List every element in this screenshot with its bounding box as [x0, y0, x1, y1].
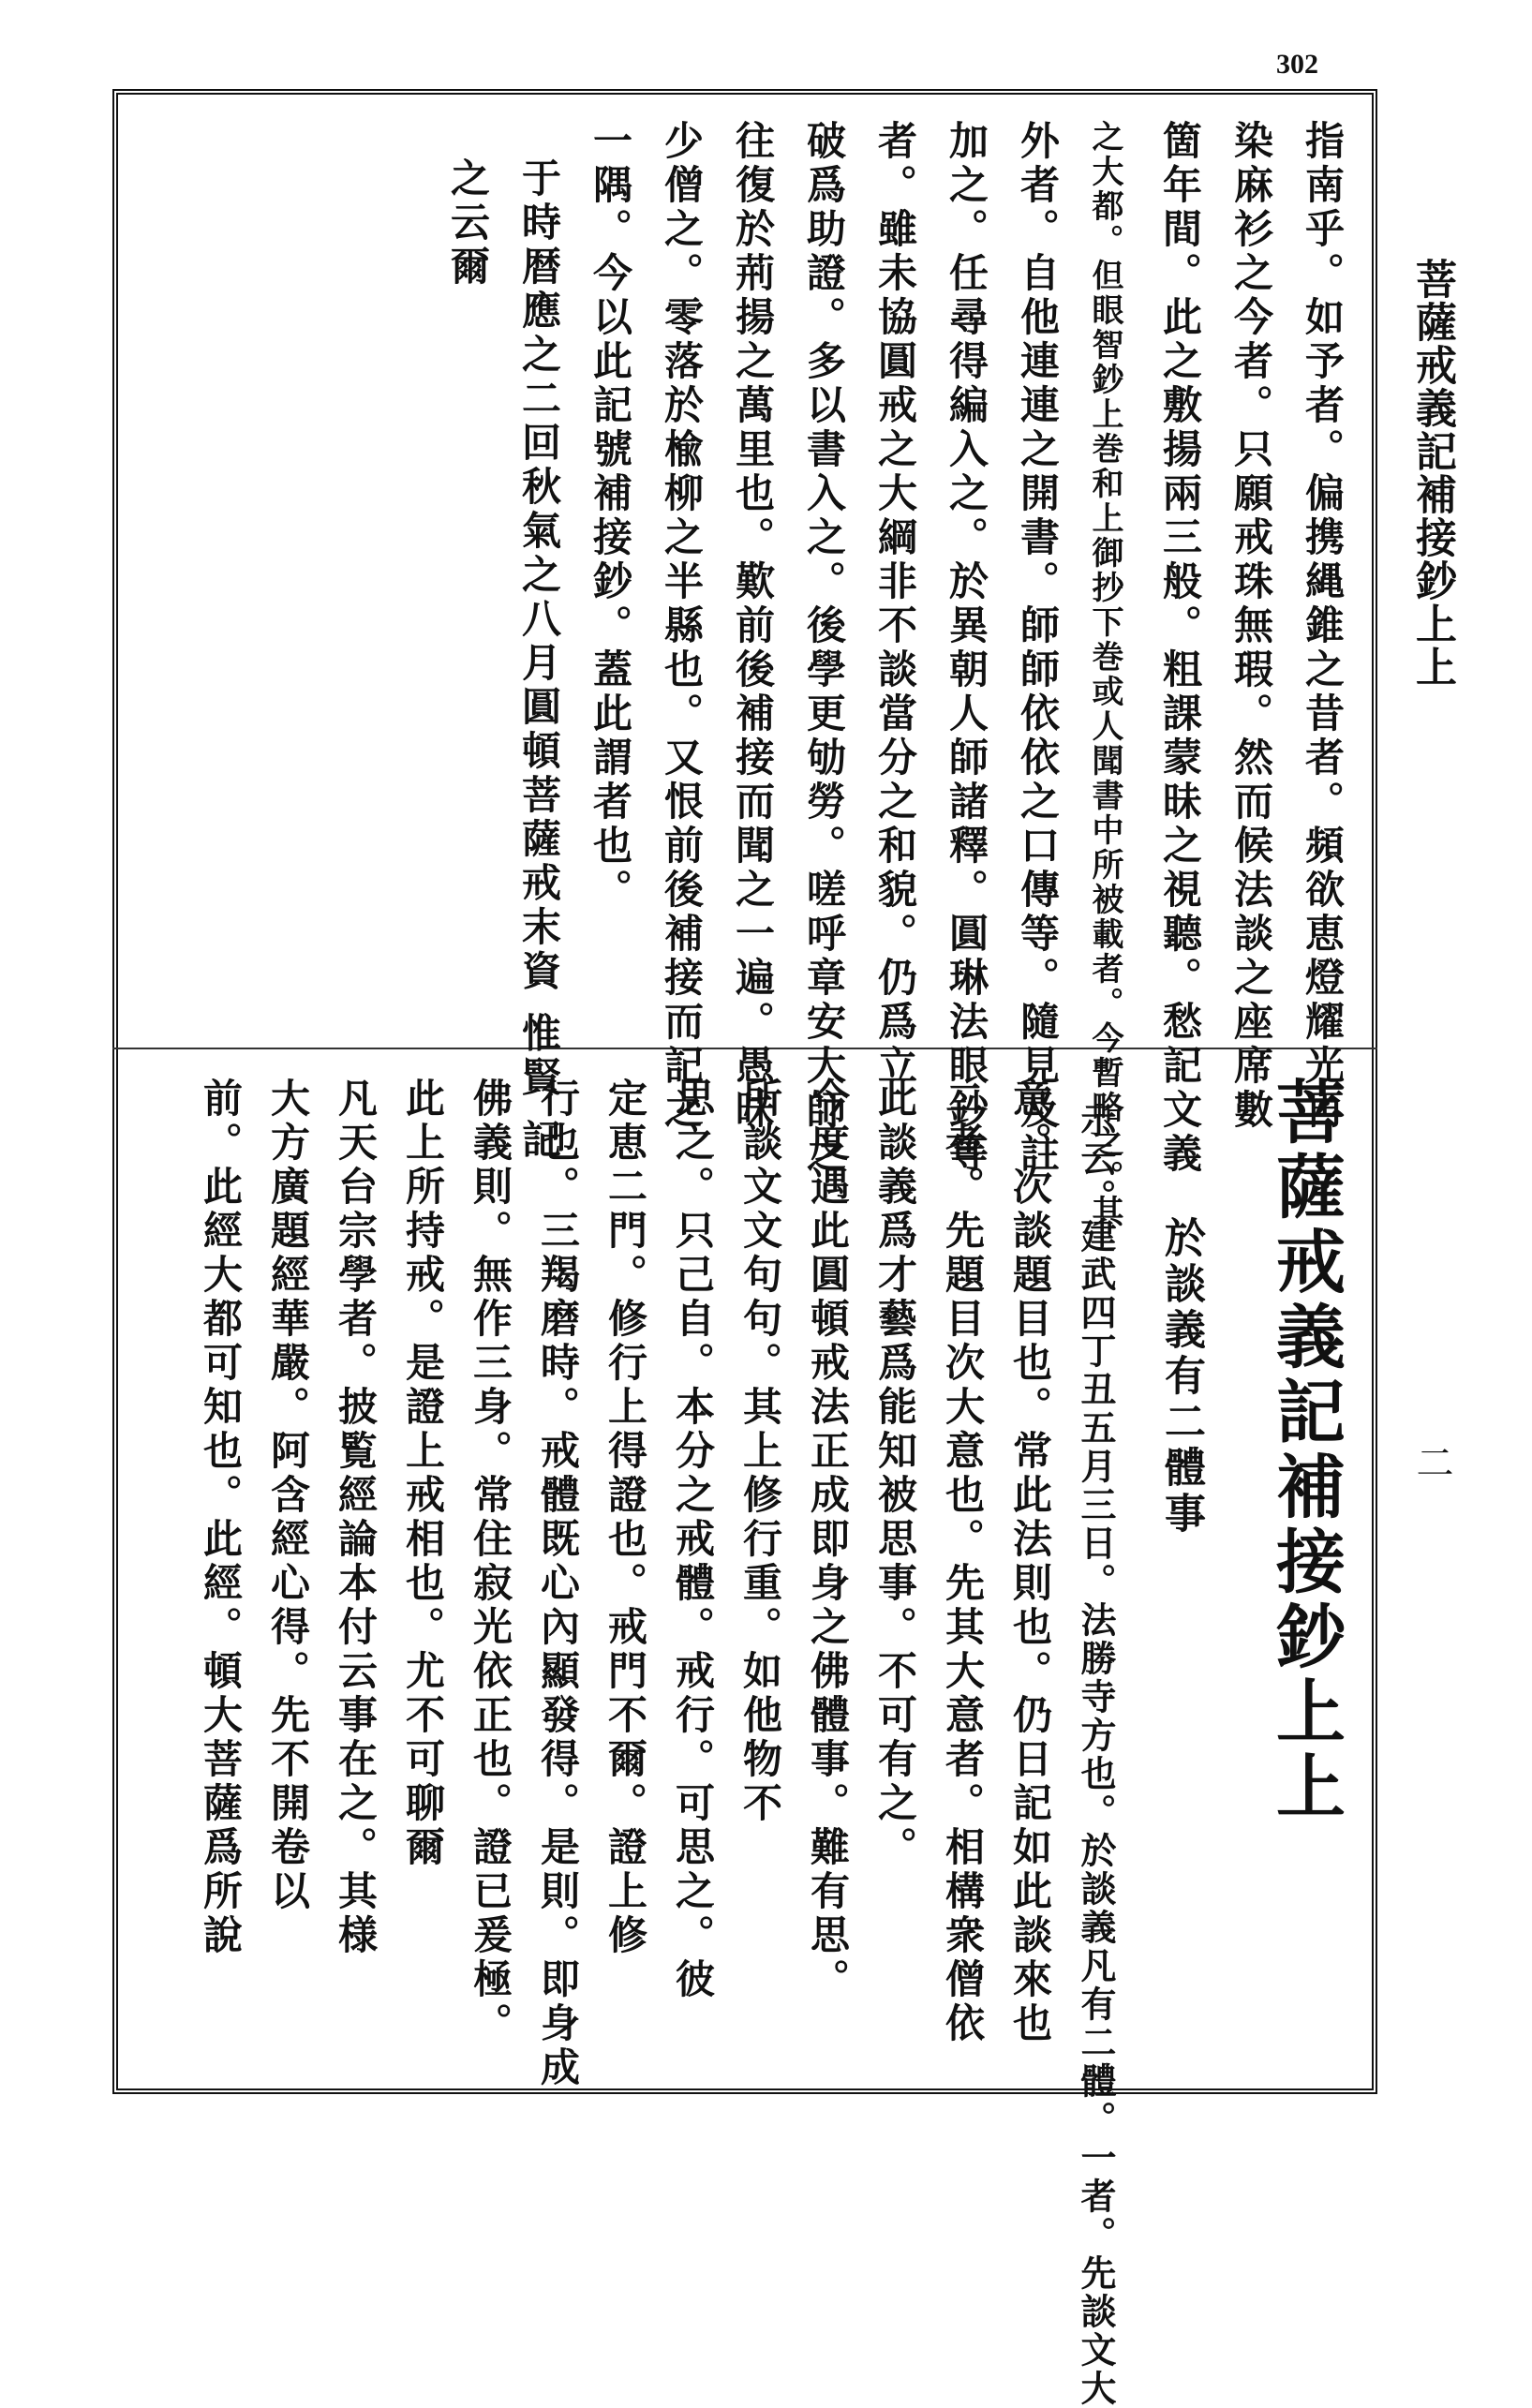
text-column: 加之。任尋得編入之。於異朝人師諸釋。圓琳法眼鈔等 [944, 120, 989, 1177]
text-column: 之云爾 [445, 157, 491, 290]
text-column: 染麻衫之今者。只願戒珠無瑕。然而候法談之座席數 [1228, 120, 1274, 1133]
text-column: 于時暦應之二回秋氣之八月圓頓菩薩戒末資 惟賢 記 [516, 157, 562, 1164]
text-column: 定恵二門。修行上得證也。戒門不爾。證上修 [602, 1078, 648, 1958]
text-column: 佛義則。無作三身。常住寂光依正也。證已爰極。 [468, 1078, 513, 2046]
text-column: 二者。先題目次大意也。先其大意者。相構衆僧依 [940, 1078, 986, 2046]
text-column: 一隅。今以此記號補接鈔。蓋此謂者也。 [588, 120, 633, 913]
text-column: 意。次談題目也。常此法則也。仍日記如此談來也 [1007, 1078, 1053, 2046]
text-column: 前。此經大都可知也。此經。頓大菩薩爲所說 [198, 1078, 244, 1958]
text-column: 外者。自他連連之開書。師師依依之口傳等。隨見及註 [1015, 120, 1061, 1177]
text-column: 往復於荊揚之萬里也。歎前後補接而聞之一遍。愚昧 [730, 120, 776, 1133]
text-column: 此談義爲才藝爲能知被思事。不可有之。 [872, 1078, 918, 1870]
text-column: 指南乎。如予者。偏携縄錐之昔者。頻欲恵燈耀光再 [1300, 120, 1346, 1133]
text-column: 示云。建武四丁丑五月三日。法勝寺方也。於談義凡有二體。一者。先談文大 [1075, 1102, 1117, 2408]
text-column: 凡天台宗學者。披覧經論本付云事在之。其様 [333, 1078, 379, 1958]
section-title: 菩薩戒義記補接鈔上上 [1265, 1076, 1346, 1825]
text-column: 大方廣題經華嚴。阿含經心得。先不開卷以 [265, 1078, 311, 1914]
text-column: 思之。只己自。本分之戒體。戒行。可思之。彼 [670, 1078, 716, 2002]
text-column: 者。雖未協圓戒之大綱非不談當分之和貌。仍爲立 [872, 120, 918, 1089]
text-column: 所談文文句句。其上修行重。如他物不 [737, 1078, 783, 1826]
text-column: 少僧之。零落於楡柳之半縣也。又恨前後補接而記之 [659, 120, 705, 1133]
text-column: 之大都。但眼智鈔上巻和上御抄下巻或人聞書中所被載者。今暫略之。其 [1086, 120, 1123, 1229]
running-head: 菩薩戒義記補接鈔上上 [1408, 258, 1456, 689]
text-column: 行也。三羯磨時。戒體既心內顯發得。是則。即身成 [535, 1078, 581, 2090]
text-column: 箇年間。此之敷揚兩三般。粗課蒙昧之視聽。愁記文義 [1157, 120, 1203, 1177]
section-heading: 於談義有二體事 [1157, 1216, 1205, 1538]
text-column: 此上所持戒。是證上戒相也。尤不可聊爾 [400, 1078, 446, 1870]
text-column: 破爲助證。多以書入之。後學更劬勞。嗟呼章安大師之 [801, 120, 847, 1177]
text-column: 今度遇此圓頓戒法正成即身之佛體事。難有思。 [805, 1078, 851, 2002]
page-number: 302 [1276, 49, 1318, 80]
folio-number: 二 [1410, 1443, 1453, 1480]
